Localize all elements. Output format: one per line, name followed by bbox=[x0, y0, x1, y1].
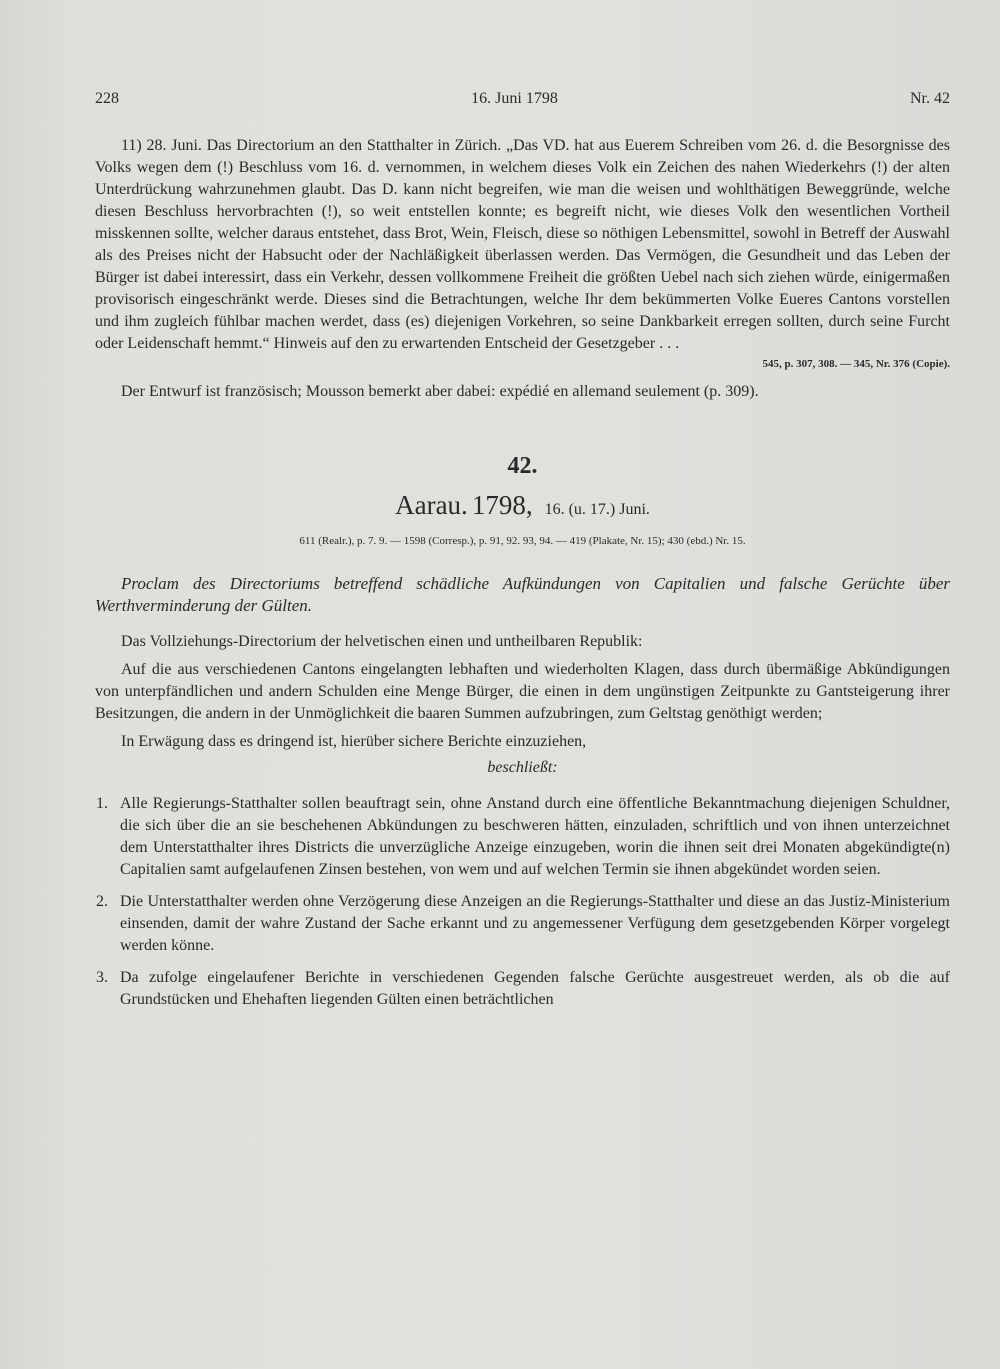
document-intro: Das Vollziehungs-Directorium der helvetischen einen und untheilbaren Republik: bbox=[121, 633, 643, 650]
document-number: 42. bbox=[507, 453, 538, 479]
document-date: 16. (u. 17.) Juni. bbox=[544, 501, 650, 518]
document-consideration-2: In Erwägung dass es dringend ist, hierüber sichere Berichte einzuziehen, bbox=[121, 733, 587, 750]
document-year: 1798, bbox=[471, 490, 533, 520]
document-sources: 611 (Realr.), p. 7. 9. — 1598 (Corresp.), p. 91, 92. 93, 94. — 419 (Plakate, Nr. 15); 430 (ebd.) Nr. 15. bbox=[299, 535, 746, 547]
header-date: 16. Juni 1798 bbox=[471, 90, 558, 107]
list-item-number: 1. bbox=[96, 795, 108, 812]
header-doc-number: Nr. 42 bbox=[909, 90, 950, 107]
list-item-number: 3. bbox=[96, 969, 108, 986]
document-resolves: beschließt: bbox=[487, 759, 558, 776]
list-item bbox=[95, 967, 950, 1011]
list-item bbox=[95, 891, 950, 957]
document-place: Aarau. bbox=[395, 490, 468, 520]
prev-doc-note: Der Entwurf ist französisch; Mousson bemerkt aber dabei: expédié en allemand seulement (p. 309). bbox=[121, 383, 759, 400]
list-item-text: Alle Regierungs-Statthalter sollen beauftragt sein, ohne Anstand durch eine öffentliche Bekanntmachung diejenigen Schuldner, die sich über die an sie beschehenen Abkündungen zu beschweren hätten, einzuladen, schriftlich und von ihnen unterzeichnet dem Unterstatthalter ihres Districts die unverzügliche Anzeige einzugeben, worin die ihnen seit drei Monaten abgekündigte(n) Capitalien samt aufgelaufenen Zinsen bestehen, von wem und auf welchen Termin sie ihnen abgekündet worden seien. bbox=[120, 795, 950, 878]
page-number: 228 bbox=[95, 90, 119, 107]
list-item-number: 2. bbox=[96, 893, 108, 910]
list-item-text: Da zufolge eingelaufener Berichte in verschiedenen Gegenden falsche Gerüchte ausgestreuet werden, als ob die auf Grundstücken und Ehehaften liegenden Gülten einen beträchtlichen bbox=[120, 969, 950, 1008]
prev-doc-sources: 545, p. 307, 308. — 345, Nr. 376 (Copie). bbox=[762, 358, 950, 370]
document-title: Proclam des Directoriums betreffend schädliche Aufkündungen von Capitalien und falsche Gerüchte über Werthverminderung der Gülten. bbox=[95, 574, 950, 615]
page-header bbox=[95, 90, 950, 108]
list-item bbox=[95, 793, 950, 881]
prev-doc-paragraph: 11) 28. Juni. Das Directorium an den Statthalter in Zürich. „Das VD. hat aus Euerem Schreiben vom 26. d. die Besorgnisse des Volks wegen dem (!) Beschluss vom 16. d. vernommen, in welchem dieses Volk ein Zeichen des nahen Wiederkehrs (!) der alten Unterdrückung wahrzunehmen glaubt. Das D. kann nicht begreifen, wie man die weisen und wohlthätigen Beweggründe, welche diesen Beschluss hervorbrachten (!), so weit entstellen konnte; es begreift nicht, wie dieses Volk den wesentlichen Vortheil misskennen sollte, welcher daraus entstehet, dass Brot, Wein, Fleisch, diese so nöthigen Lebensmittel, sowohl in Betreff der Auswahl als des Preises nicht der Habsucht oder der Nachläßigkeit überlassen werden. Das Vermögen, die Gesundheit und das Leben der Bürger ist dabei interessirt, dass ein Verkehr, dessen vollkommene Freiheit die größten Uebel nach sich ziehen würde, einigermaßen provisorisch eingeschränkt werde. Dieses sind die Betrachtungen, welche Ihr dem bekümmerten Volke Eueres Cantons vorstellen und ihm zugleich fühlbar machen werdet, dass (es) diejenigen Vorkehren, so seine Dankbarkeit erregen sollten, durch seine Furcht oder Leidenschaft hemmt.“ Hinweis auf den zu erwartenden Entscheid der Gesetzgeber . . . bbox=[95, 137, 950, 352]
document-place-date bbox=[95, 490, 950, 521]
document-consideration-1: Auf die aus verschiedenen Cantons eingelangten lebhaften und wiederholten Klagen, dass durch übermäßige Abkündigungen von unterpfändlichen und andern Schulden eine Menge Bürger, die einen in dem ungünstigen Zeitpunkte zu Gantsteigerung ihrer Besitzungen, die andern in der Unmöglichkeit die baaren Summen aufzubringen, zum Geltstag genöthigt werden; bbox=[95, 661, 950, 722]
list-item-text: Die Unterstatthalter werden ohne Verzögerung diese Anzeigen an die Regierungs-Statthalter und diese an das Justiz-Ministerium einsenden, damit der wahre Zustand der Sache erkannt und zu angemessener Verfügung dem gesetzgebenden Körper vorgelegt werden könne. bbox=[120, 893, 950, 954]
